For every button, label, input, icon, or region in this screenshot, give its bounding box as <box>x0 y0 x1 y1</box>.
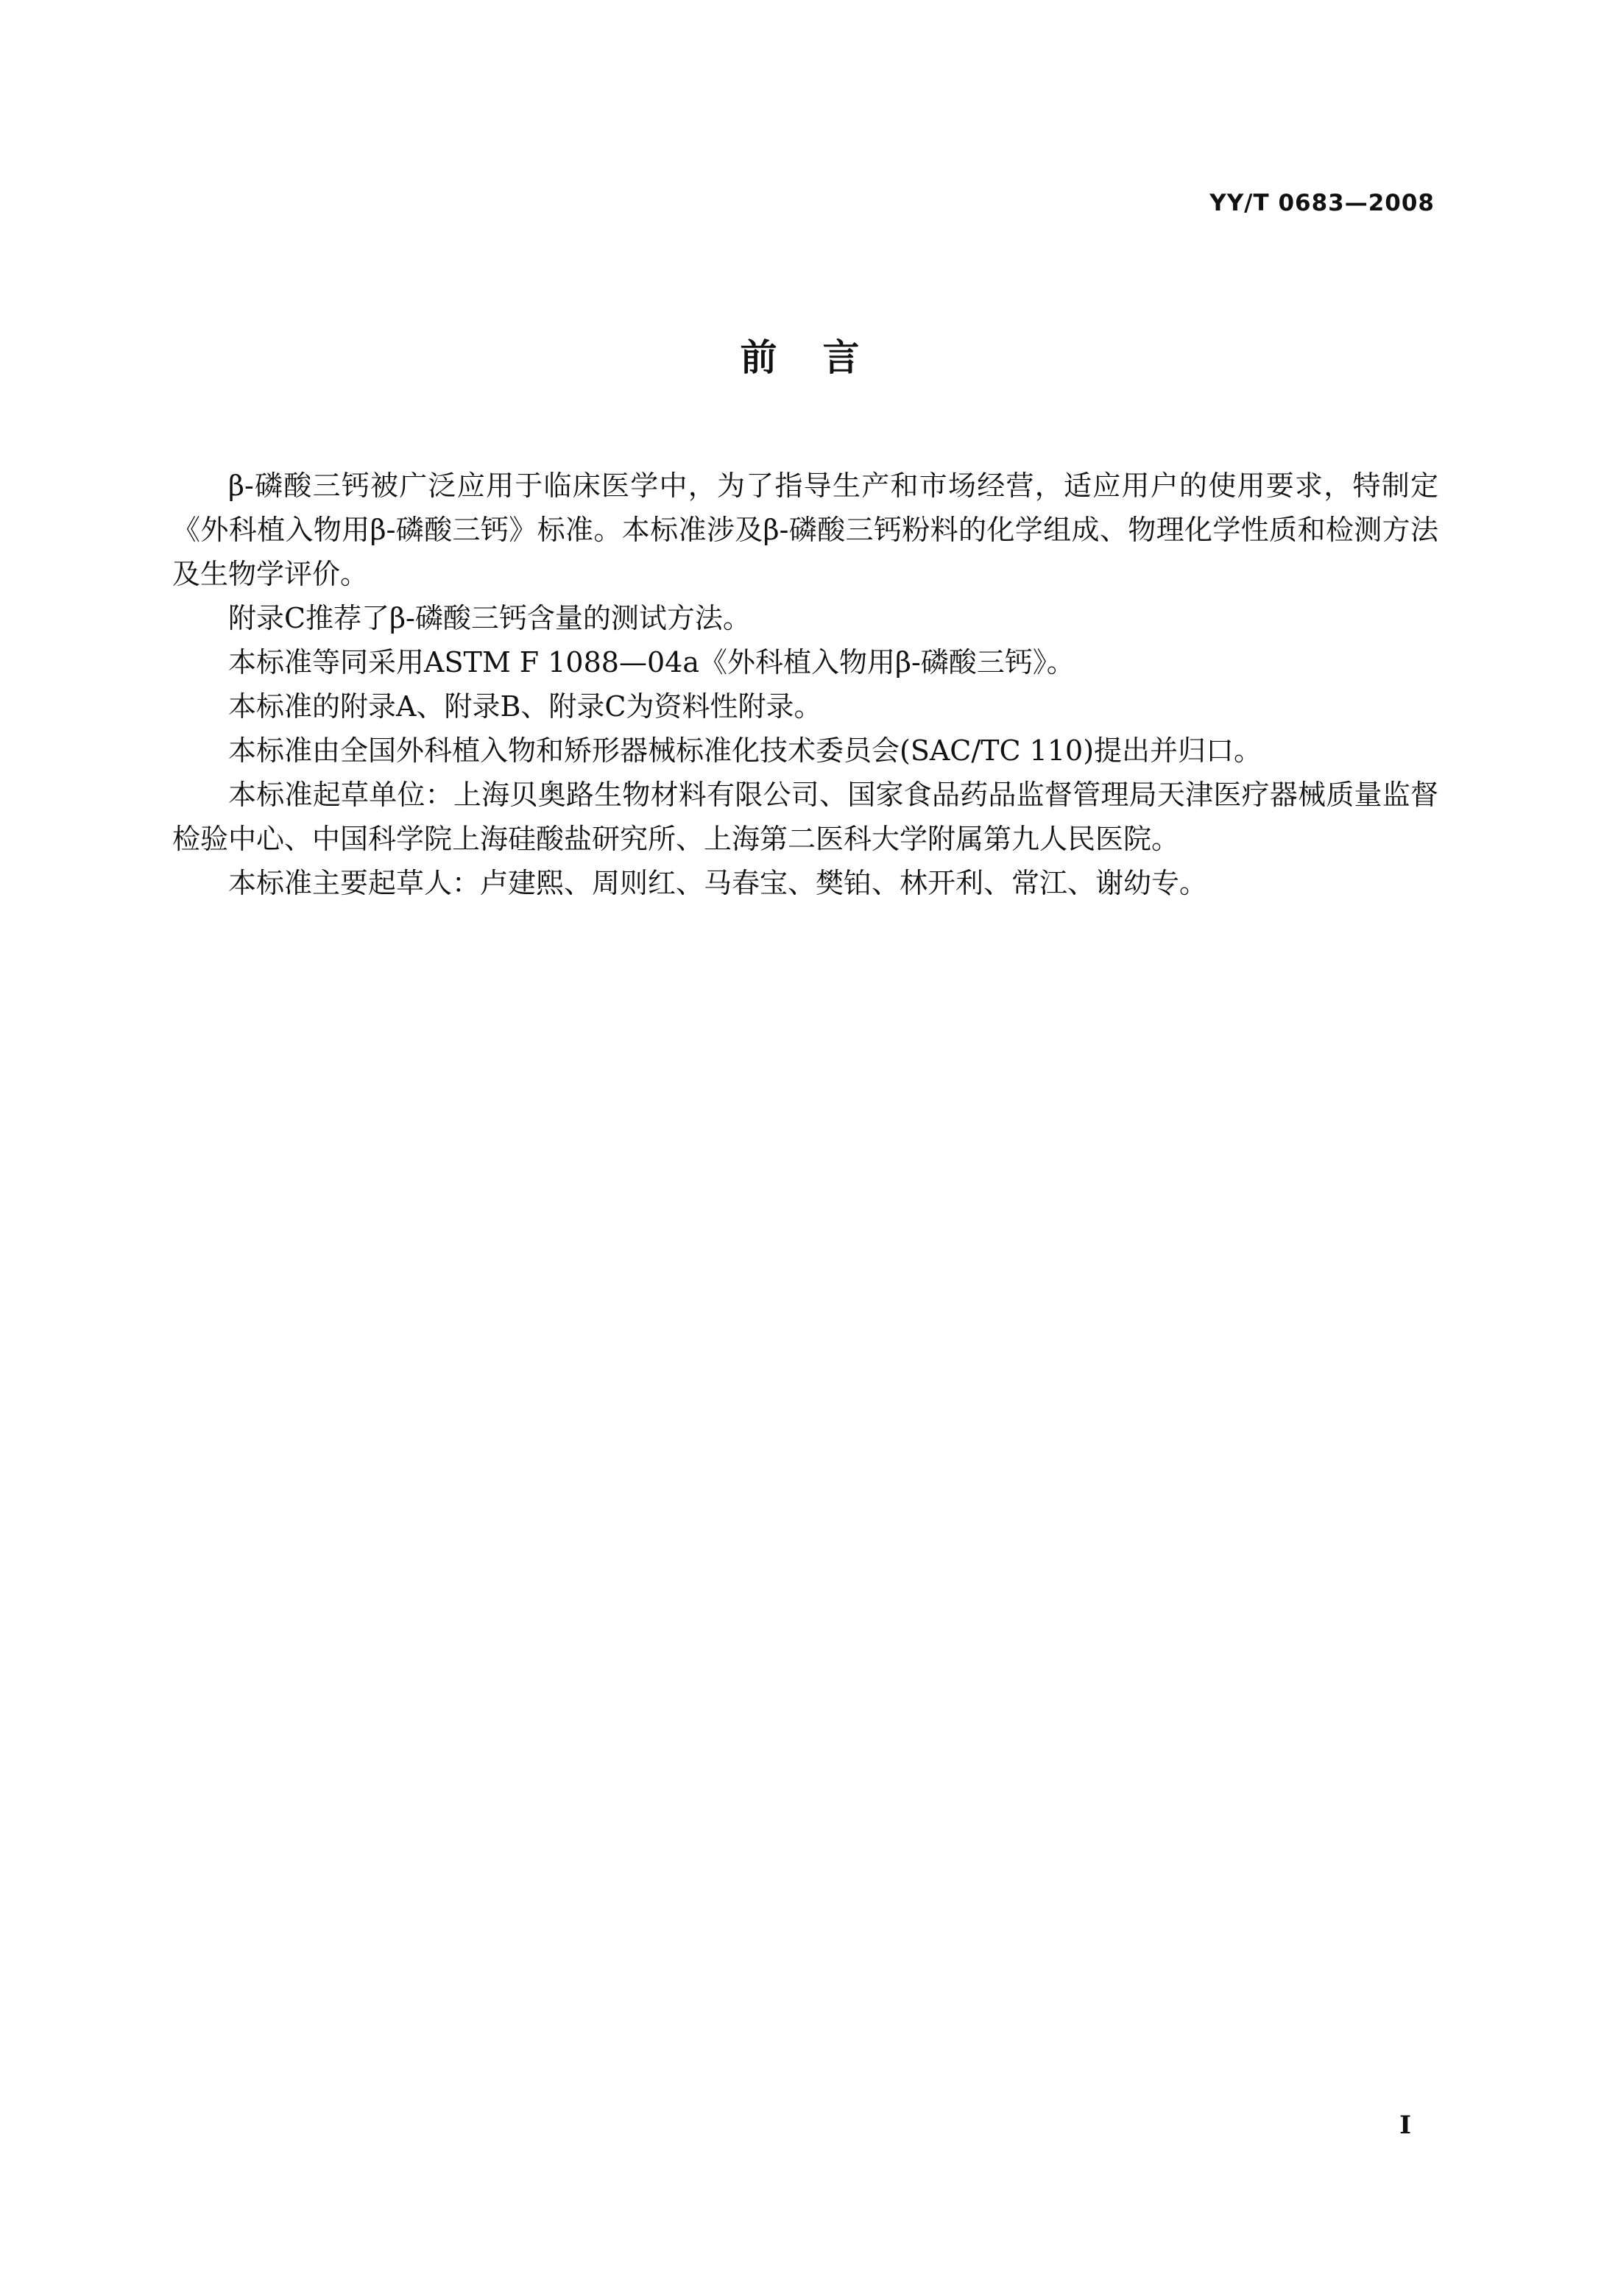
paragraph: 本标准由全国外科植入物和矫形器械标准化技术委员会(SAC/TC 110)提出并归口。 <box>228 734 1262 767</box>
standard-code: YY/T 0683—2008 <box>1209 190 1435 216</box>
paragraph: 本标准的附录A、附录B、附录C为资料性附录。 <box>228 690 822 723</box>
paragraph: 本标准主要起草人：卢建熙、周则红、马春宝、樊铂、林开利、常江、谢幼专。 <box>228 867 1208 899</box>
paragraph: 附录C推荐了β-磷酸三钙含量的测试方法。 <box>228 602 751 634</box>
paragraph: 本标准等同采用ASTM F 1088—04a《外科植入物用β-磷酸三钙》。 <box>228 646 1075 678</box>
paragraph: 本标准起草单位：上海贝奥路生物材料有限公司、国家食品药品监督管理局天津医疗器械质量监督检验中心、中国科学院上海硅酸盐研究所、上海第二医科大学附属第九人民医院。 <box>172 779 1438 855</box>
page-number: I <box>1399 2111 1411 2140</box>
foreword-body <box>172 464 1438 905</box>
page-title: 前 言 <box>740 336 864 379</box>
paragraph: β-磷酸三钙被广泛应用于临床医学中，为了指导生产和市场经营，适应用户的使用要求，特制定《外科植入物用β-磷酸三钙》标准。本标准涉及β-磷酸三钙粉料的化学组成、物理化学性质和检测方法及生物学评价。 <box>172 470 1438 590</box>
